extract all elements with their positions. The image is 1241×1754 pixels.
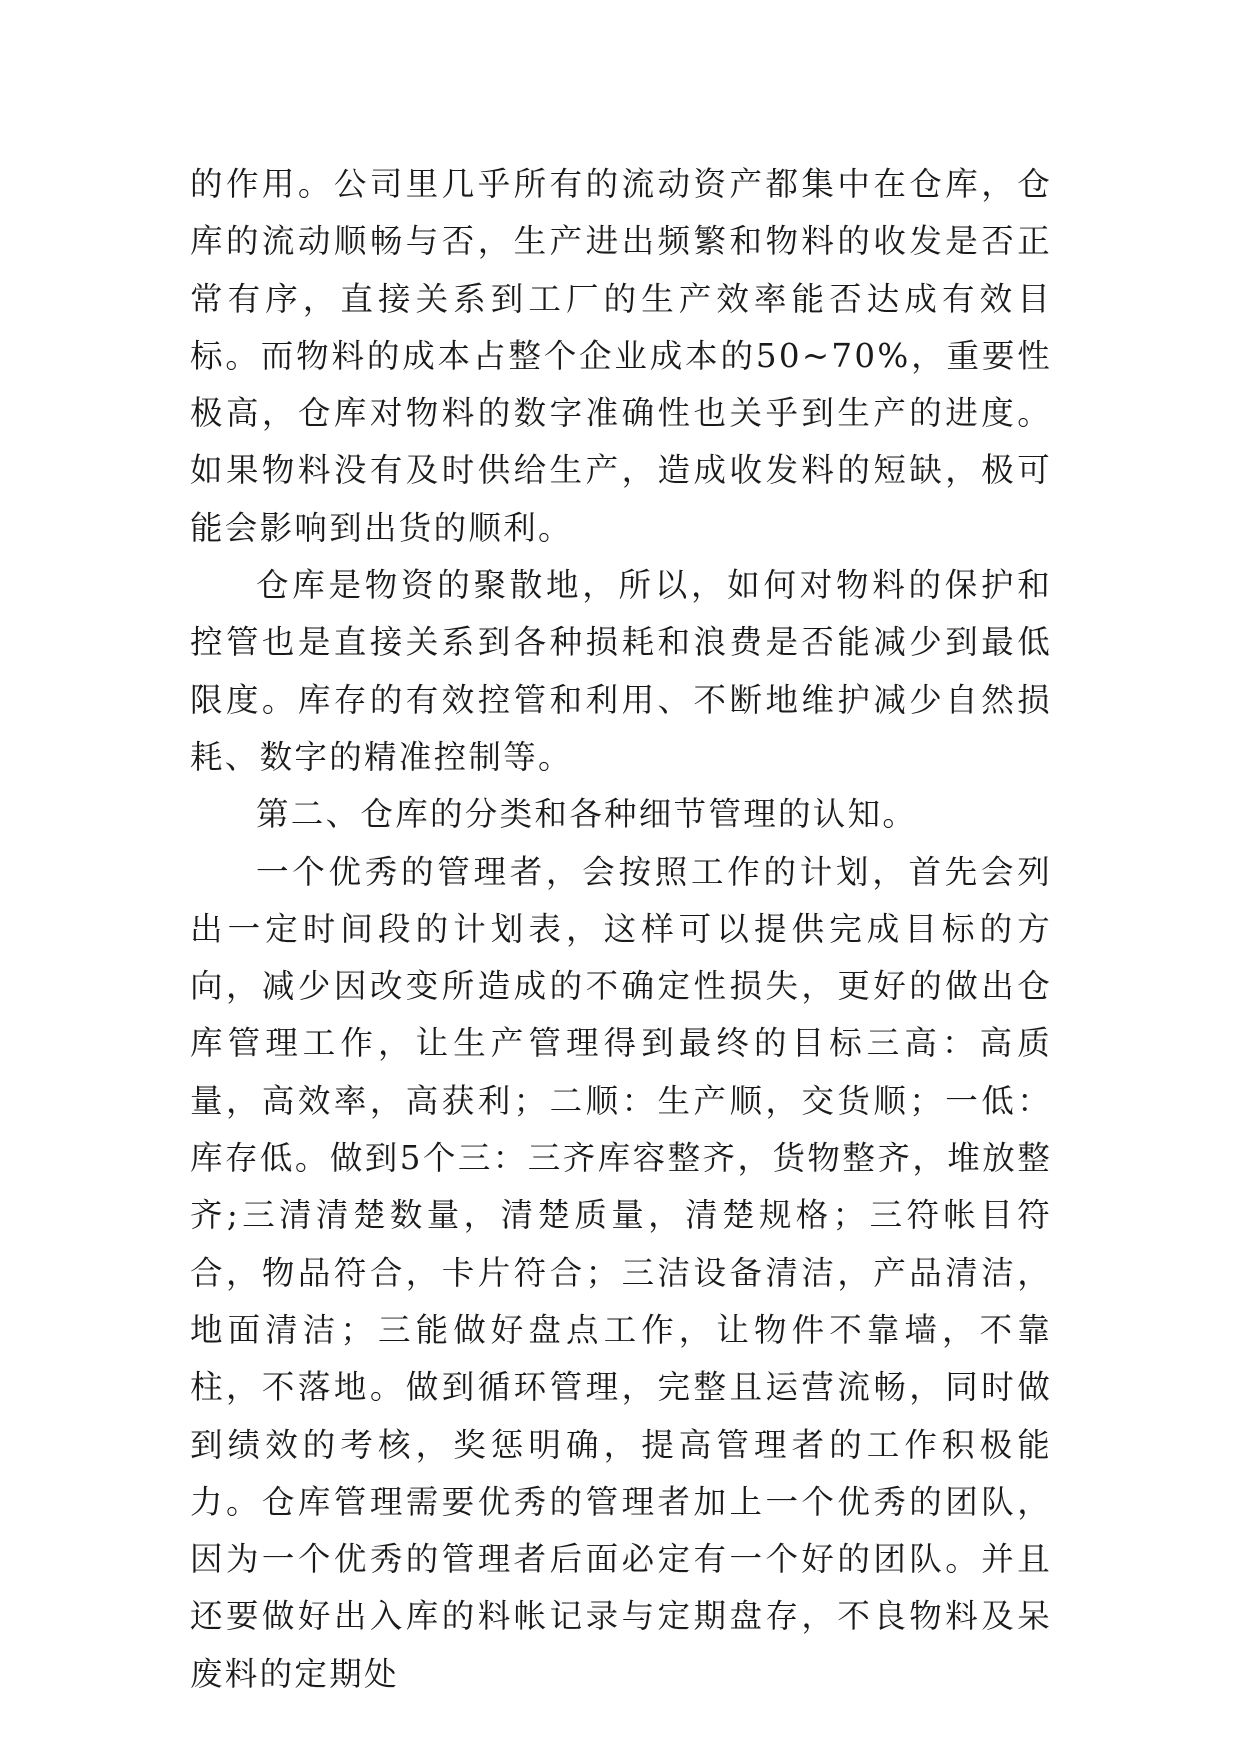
paragraph-material-control: 仓库是物资的聚散地，所以，如何对物料的保护和控管也是直接关系到各种损耗和浪费是否能减少到最低限度。库存的有效控管和利用、不断地维护减少自然损耗、数字的精准控制等。 bbox=[190, 566, 1052, 776]
paragraph-warehouse-role: 的作用。公司里几乎所有的流动资产都集中在仓库，仓库的流动顺畅与否，生产进出频繁和物料的收发是否正常有序，直接关系到工厂的生产效率能否达成有效目标。而物料的成本占整个企业成本的50~70%，重要性极高，仓库对物料的数字准确性也关乎到生产的进度。如果物料没有及时供给生产，造成收发料的短缺，极可能会影响到出货的顺利。 bbox=[190, 165, 1052, 547]
paragraph-manager-planning: 一个优秀的管理者，会按照工作的计划，首先会列出一定时间段的计划表，这样可以提供完成目标的方向，减少因改变所造成的不确定性损失，更好的做出仓库管理工作，让生产管理得到最终的目标三高：高质量，高效率，高获利；二顺：生产顺，交货顺；一低：库存低。做到5个三：三齐库容整齐，货物整齐，堆放整齐;三清清楚数量，清楚质量，清楚规格；三符帐目符合，物品符合，卡片符合；三洁设备清洁，产品清洁，地面清洁；三能做好盘点工作，让物件不靠墙，不靠柱，不落地。做到循环管理，完整且运营流畅，同时做到绩效的考核，奖惩明确，提高管理者的工作积极能力。仓库管理需要优秀的管理者加上一个优秀的团队，因为一个优秀的管理者后面必定有一个好的团队。并且还要做好出入库的料帐记录与定期盘存，不良物料及呆废料的定期处 bbox=[190, 852, 1052, 1693]
document-body bbox=[190, 156, 1052, 1703]
section-heading-warehouse-classification: 第二、仓库的分类和各种细节管理的认知。 bbox=[256, 795, 918, 834]
